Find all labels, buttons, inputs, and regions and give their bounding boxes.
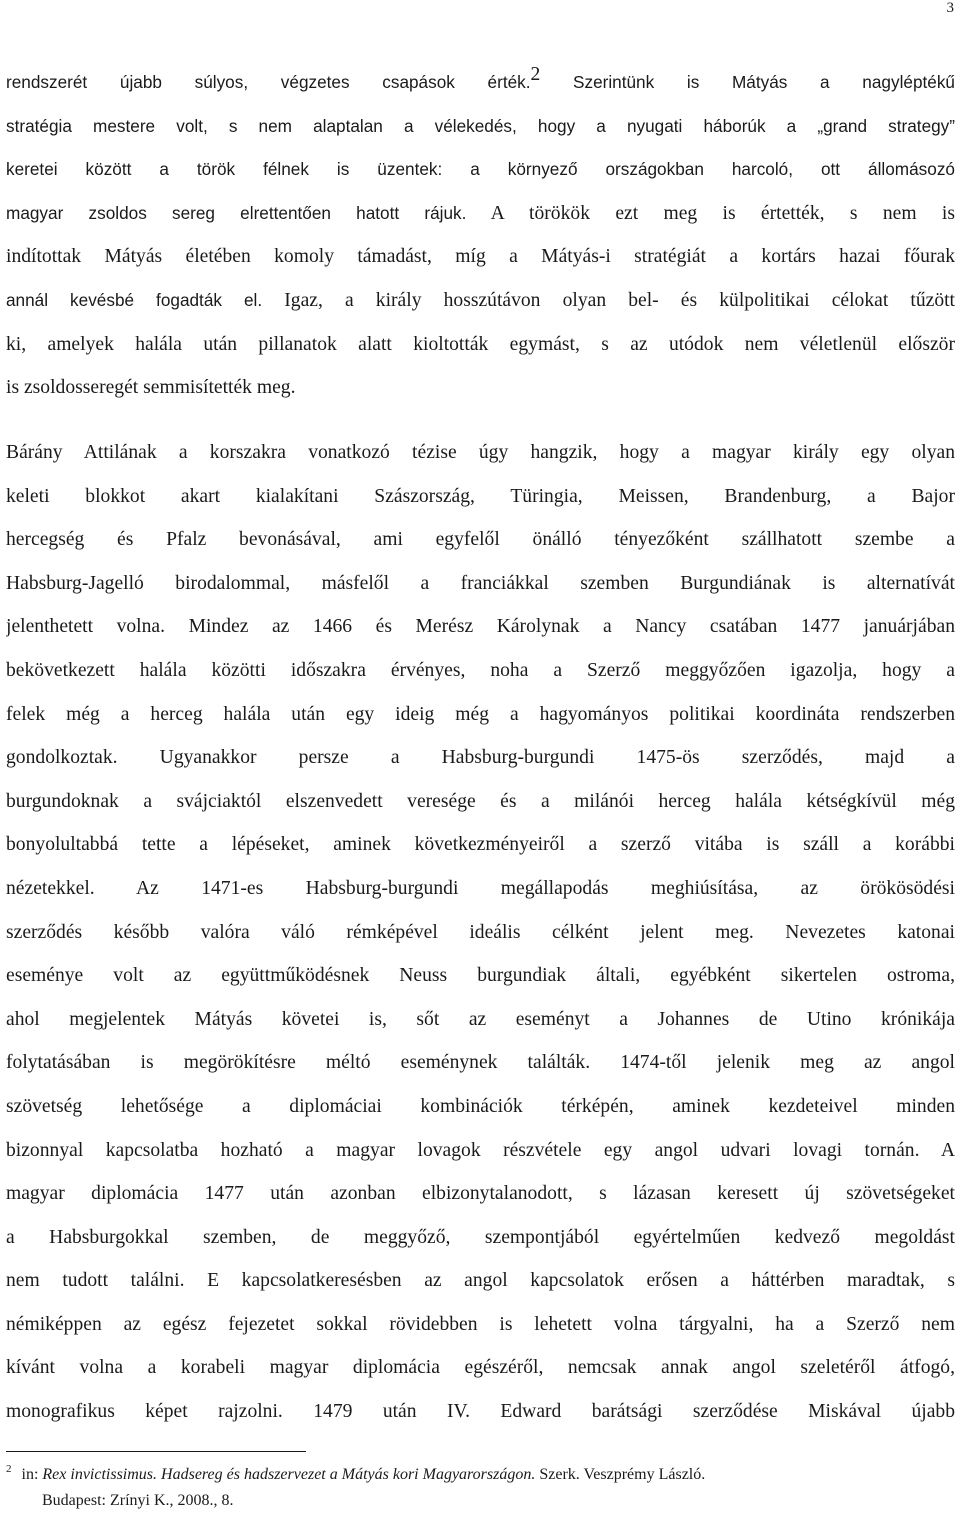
footnote-reference[interactable]: 2 (530, 64, 541, 85)
text-line: jelenthetett volna. Mindez az 1466 és Merész Károlynak a Nancy csatában 1477 januárjában (6, 616, 955, 638)
text-line: burgundoknak a svájciaktól elszenvedett veresége és a milánói herceg halála kétségkívül még (6, 790, 955, 812)
text-line: gondolkoztak. Ugyanakkor persze a Habsburg-burgundi 1475-ös szerződés, majd a (6, 747, 955, 769)
text-line: nézetekkel. Az 1471-es Habsburg-burgundi megállapodás meghiúsítása, az örökösödési (6, 877, 955, 899)
text-line: szerződés később valóra váló rémképével ideális célként jelent meg. Nevezetes katonai (6, 921, 955, 943)
text-line: bekövetkezett halála közötti időszakra érvényes, noha a Szerző meggyőzően igazolja, hogy a (6, 659, 955, 681)
footnote (6, 1462, 955, 1514)
paragraph-2 (6, 431, 955, 1434)
text-line: monografikus képet rajzolni. 1479 után IV. Edward barátsági szerződése Miskával újabb (6, 1401, 955, 1423)
footnote-number: 2 (6, 1463, 12, 1475)
text-line: magyar zsoldos sereg elrettentően hatott rájuk. A törökök ezt meg is értették, s nem is (6, 202, 955, 224)
text-line: keleti blokkot akart kialakítani Szászország, Türingia, Meissen, Brandenburg, a Bajor (6, 485, 955, 507)
paragraph-1 (6, 61, 955, 410)
page-number: 3 (946, 0, 954, 16)
text-line: magyar diplomácia 1477 után azonban elbizonytalanodott, s lázasan keresett új szövetségeket (6, 1183, 955, 1205)
text-line: hercegség és Pfalz bevonásával, ami egyfelől önálló tényezőként szállhatott szembe a (6, 529, 955, 551)
text-line: rendszerét újabb súlyos, végzetes csapások érték.$^2$ Szerintünk is Mátyás a nagyléptékű (6, 64, 955, 92)
text-line: kívánt volna a korabeli magyar diplomácia egészéről, nemcsak annak angol szeletéről átfogó, (6, 1357, 955, 1379)
text-line: Bárány Attilának a korszakra vonatkozó tézise úgy hangzik, hogy a magyar király egy olyan (6, 442, 955, 463)
text-line: folytatásában is megörökítésre méltó eseménynek találták. 1474-től jelenik meg az angol (6, 1052, 955, 1074)
text-line: némiképpen az egész fejezetet sokkal rövidebben is lehetett volna tárgyalni, ha a Szerző nem (6, 1313, 955, 1335)
text-line: keretei között a török félnek is üzentek: a környező országokban harcoló, ott állomásozó (6, 159, 955, 180)
text-line: felek még a herceg halála után egy ideig még a hagyományos politikai koordináta rendszerben (6, 703, 955, 725)
text-line: ahol megjelentek Mátyás követei is, sőt az eseményt a Johannes de Utino krónikája (6, 1008, 955, 1030)
text-line: is zsoldosseregét semmisítették meg. (6, 377, 296, 399)
text-line: Habsburg-Jagelló birodalommal, másfelől a franciákkal szemben Burgundiának is alternatívát (6, 572, 955, 594)
text-line: eseménye volt az együttműködésnek Neuss burgundiak általi, egyébként sikertelen ostroma, (6, 965, 955, 987)
footnote-divider (6, 1451, 306, 1452)
text-line: stratégia mestere volt, s nem alaptalan a vélekedés, hogy a nyugati háborúk a „grand strategy” (6, 115, 955, 136)
text-line: indítottak Mátyás életében komoly támadást, míg a Mátyás-i stratégiát a kortárs hazai főurak (6, 246, 955, 268)
text-line: nem tudott találni. E kapcsolatkeresésben az angol kapcsolatok erősen a háttérben maradtak, s (6, 1270, 955, 1292)
text-line: ki, amelyek halála után pillanatok alatt kioltották egymást, s az utódok nem véletlenül először (6, 333, 955, 355)
footnote-publisher: Budapest: Zrínyi K., 2008., 8. (42, 1492, 234, 1509)
text-line: szövetség lehetősége a diplomáciai kombinációk térképén, aminek kezdeteivel minden (6, 1095, 955, 1117)
footnote-line: $^2$ in: Rex invictissimus. Hadsereg és hadszervezet a Mátyás kori Magyarországon. Szerk. Veszprémy László. (6, 1463, 706, 1483)
text-line: a Habsburgokkal szemben, de meggyőző, szempontjából egyértelműen kedvező megoldást (6, 1226, 955, 1248)
footnote-title: Rex invictissimus. Hadsereg és hadszervezet a Mátyás kori Magyarországon. (42, 1466, 536, 1483)
text-line: bonyolultabbá tette a lépéseket, aminek következményeiről a szerző vitába is száll a korábbi (6, 834, 955, 856)
text-line: bizonnyal kapcsolatba hozható a magyar lovagok részvétele egy angol udvari lovagi tornán. A (6, 1139, 955, 1161)
text-line: annál kevésbé fogadták el. Igaz, a király hosszútávon olyan bel- és külpolitikai célokat tűzött (6, 289, 955, 311)
